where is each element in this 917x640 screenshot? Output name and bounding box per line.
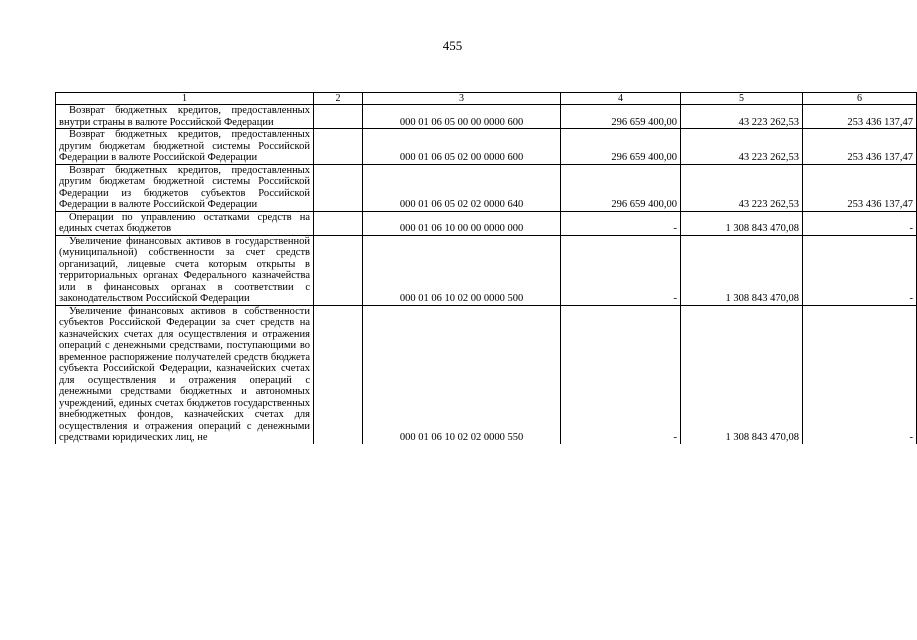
row-col5: 43 223 262,53 bbox=[681, 164, 803, 211]
row-col4: - bbox=[561, 211, 681, 235]
table-row bbox=[56, 211, 917, 235]
row-description: Увеличение финансовых активов в государственной (муниципальной) собственности за счет средств организаций, лицевые счета которым открыты в территориальных органах Федерального казначейства или в финансовых органах в соответствии с законодательством Российской Федерации bbox=[56, 235, 314, 305]
row-col4: 296 659 400,00 bbox=[561, 164, 681, 211]
row-col2 bbox=[314, 305, 363, 444]
row-col5: 43 223 262,53 bbox=[681, 129, 803, 165]
table-row bbox=[56, 105, 917, 129]
column-header: 3 bbox=[363, 93, 561, 105]
row-col5: 43 223 262,53 bbox=[681, 105, 803, 129]
table-row bbox=[56, 235, 917, 305]
row-col2 bbox=[314, 129, 363, 165]
row-description: Возврат бюджетных кредитов, предоставленных внутри страны в валюте Российской Федерации bbox=[56, 105, 314, 129]
row-col6: - bbox=[803, 235, 917, 305]
budget-table bbox=[55, 92, 917, 444]
row-col4: - bbox=[561, 235, 681, 305]
row-col5: 1 308 843 470,08 bbox=[681, 211, 803, 235]
column-header: 5 bbox=[681, 93, 803, 105]
table-row bbox=[56, 129, 917, 165]
row-col2 bbox=[314, 164, 363, 211]
row-col5: 1 308 843 470,08 bbox=[681, 235, 803, 305]
row-description: Возврат бюджетных кредитов, предоставленных другим бюджетам бюджетной системы Российской Федерации из бюджетов субъектов Российской Федерации в валюте Российской Федерации bbox=[56, 164, 314, 211]
column-header: 1 bbox=[56, 93, 314, 105]
row-code: 000 01 06 10 02 00 0000 500 bbox=[363, 235, 561, 305]
row-col2 bbox=[314, 211, 363, 235]
row-code: 000 01 06 10 02 02 0000 550 bbox=[363, 305, 561, 444]
row-col2 bbox=[314, 235, 363, 305]
row-code: 000 01 06 05 02 02 0000 640 bbox=[363, 164, 561, 211]
page-number: 455 bbox=[442, 38, 463, 53]
column-header: 6 bbox=[803, 93, 917, 105]
row-col2 bbox=[314, 105, 363, 129]
row-col5: 1 308 843 470,08 bbox=[681, 305, 803, 444]
row-description: Операции по управлению остатками средств на единых счетах бюджетов bbox=[56, 211, 314, 235]
row-col6: - bbox=[803, 305, 917, 444]
row-col6: 253 436 137,47 bbox=[803, 164, 917, 211]
table-row bbox=[56, 164, 917, 211]
row-description: Увеличение финансовых активов в собственности субъектов Российской Федерации за счет средств на казначейских счетах для осуществления и отражения операций с денежными средствами, поступающими во временное распоряжение получателей средств бюджета субъекта Российской Федерации, казначейских счетах для осуществления и отражения операций с денежными средствами бюджетных и автономных учреждений, единых счетах бюджетов государственных внебюджетных фондов, казначейских счетах для осуществления и отражения операций с денежными средствами юридических лиц, не bbox=[56, 305, 314, 444]
column-header: 2 bbox=[314, 93, 363, 105]
row-description: Возврат бюджетных кредитов, предоставленных другим бюджетам бюджетной системы Российской Федерации в валюте Российской Федерации bbox=[56, 129, 314, 165]
row-col4: 296 659 400,00 bbox=[561, 129, 681, 165]
row-col6: 253 436 137,47 bbox=[803, 129, 917, 165]
table-row bbox=[56, 305, 917, 444]
row-code: 000 01 06 05 00 00 0000 600 bbox=[363, 105, 561, 129]
row-code: 000 01 06 10 00 00 0000 000 bbox=[363, 211, 561, 235]
table-header-row bbox=[56, 93, 917, 105]
row-col4: 296 659 400,00 bbox=[561, 105, 681, 129]
row-col4: - bbox=[561, 305, 681, 444]
row-col6: 253 436 137,47 bbox=[803, 105, 917, 129]
column-header: 4 bbox=[561, 93, 681, 105]
row-code: 000 01 06 05 02 00 0000 600 bbox=[363, 129, 561, 165]
row-col6: - bbox=[803, 211, 917, 235]
